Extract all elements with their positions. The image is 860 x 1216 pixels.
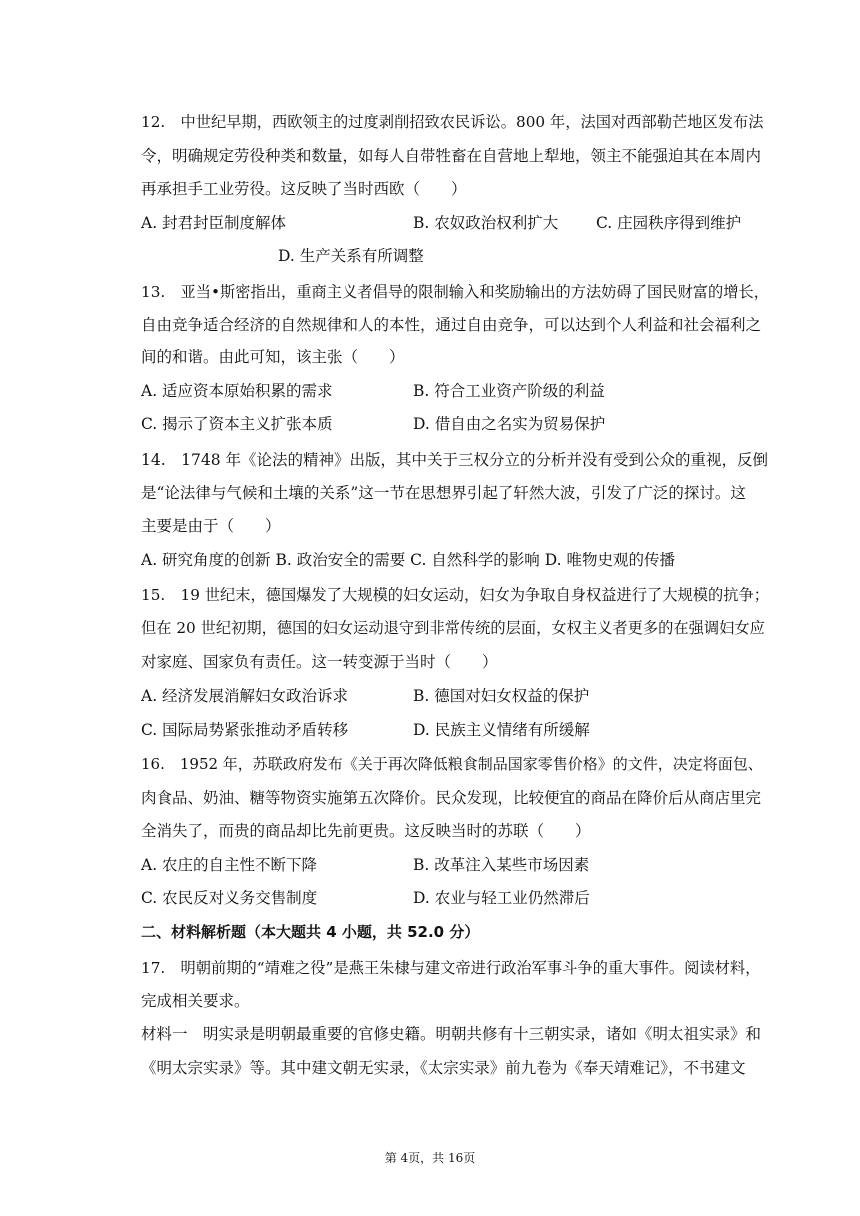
q12-line-2: 令，明确规定劳役种类和数量，如每人自带牲畜在自营地上犁地，领主不能强迫其在本周内: [141, 147, 762, 165]
q15-line-3: 对家庭、国家负有责任。这一转变源于当时（ ）: [141, 653, 498, 671]
q13-option-b: B. 符合工业资产阶级的利益: [413, 382, 605, 400]
q13-option-a: A. 适应资本原始积累的需求: [141, 382, 333, 400]
q16-option-a: A. 农庄的自主性不断下降: [141, 856, 318, 874]
q15-line-2: 但在 20 世纪初期，德国的妇女运动退守到非常传统的层面，女权主义者更多的在强调妇女应: [141, 619, 765, 637]
q13-line-2: 自由竞争适合经济的自然规律和人的本性，通过自由竞争，可以达到个人利益和社会福利之: [141, 316, 762, 334]
q16-line-3: 全消失了，而贵的商品却比先前更贵。这反映当时的苏联（ ）: [141, 822, 591, 840]
q12-option-b: B. 农奴政治权利扩大: [413, 214, 559, 232]
q17-line-1: 17. 明朝前期的“靖难之役”是燕王朱棣与建文帝进行政治军事斗争的重大事件。阅读材料，: [141, 959, 761, 977]
q17-material-line-2: 《明太宗实录》等。其中建文朝无实录，《太宗实录》前九卷为《奉天靖难记》，不书建文: [141, 1059, 746, 1077]
q12-option-a: A. 封君封臣制度解体: [141, 214, 287, 232]
q16-line-1: 16. 1952 年，苏联政府发布《关于再次降低粮食制品国家零售价格》的文件，决定将面包、: [141, 755, 763, 773]
section-title: 二、材料解析题（本大题共 4 小题，共 52.0 分）: [141, 923, 480, 941]
q13-line-3: 间的和谐。由此可知，该主张（ ）: [141, 348, 405, 366]
q14-line-3: 主要是由于（ ）: [141, 517, 281, 535]
page-footer: 第 4页，共 16页: [384, 1151, 476, 1165]
q15-option-c: C. 国际局势紧张推动矛盾转移: [141, 721, 349, 739]
q15-option-b: B. 德国对妇女权益的保护: [413, 687, 590, 705]
q16-option-b: B. 改革注入某些市场因素: [413, 856, 590, 874]
q12-option-d: D. 生产关系有所调整: [278, 247, 424, 265]
q16-line-2: 肉食品、奶油、糖等物资实施第五次降价。民众发现，比较便宜的商品在降价后从商店里完: [141, 789, 762, 807]
q13-option-c: C. 揭示了资本主义扩张本质: [141, 415, 333, 433]
q15-line-1: 15. 19 世纪末，德国爆发了大规模的妇女运动，妇女为争取自身权益进行了大规模的抗争；: [141, 586, 770, 604]
q13-line-1: 13. 亚当•斯密指出，重商主义者倡导的限制输入和奖励输出的方法妨碍了国民财富的增长，: [141, 283, 769, 301]
q12-option-c: C. 庄园秩序得到维护: [596, 214, 742, 232]
q12-line-1: 12. 中世纪早期，西欧领主的过度剥削招致农民诉讼。800 年，法国对西部勒芒地区发布法: [141, 113, 764, 131]
q14-line-2: 是“论法律与气候和土壤的关系”这一节在思想界引起了轩然大波，引发了广泛的探讨。这: [141, 484, 746, 502]
q12-line-3: 再承担手工业劳役。这反映了当时西欧（ ）: [141, 180, 467, 198]
q16-option-d: D. 农业与轻工业仍然滞后: [413, 889, 590, 907]
q17-line-2: 完成相关要求。: [141, 992, 250, 1010]
q14-options: A. 研究角度的创新 B. 政治安全的需要 C. 自然科学的影响 D. 唯物史观的传播: [141, 551, 675, 569]
q15-option-d: D. 民族主义情绪有所缓解: [413, 721, 590, 739]
q13-option-d: D. 借自由之名实为贸易保护: [413, 415, 606, 433]
q16-option-c: C. 农民反对义务交售制度: [141, 889, 318, 907]
q17-material-line-1: 材料一 明实录是明朝最重要的官修史籍。明朝共修有十三朝实录，诸如《明太祖实录》和: [141, 1025, 762, 1043]
q14-line-1: 14. 1748 年《论法的精神》出版，其中关于三权分立的分析并没有受到公众的重视，反倒: [141, 451, 769, 469]
q15-option-a: A. 经济发展消解妇女政治诉求: [141, 687, 349, 705]
